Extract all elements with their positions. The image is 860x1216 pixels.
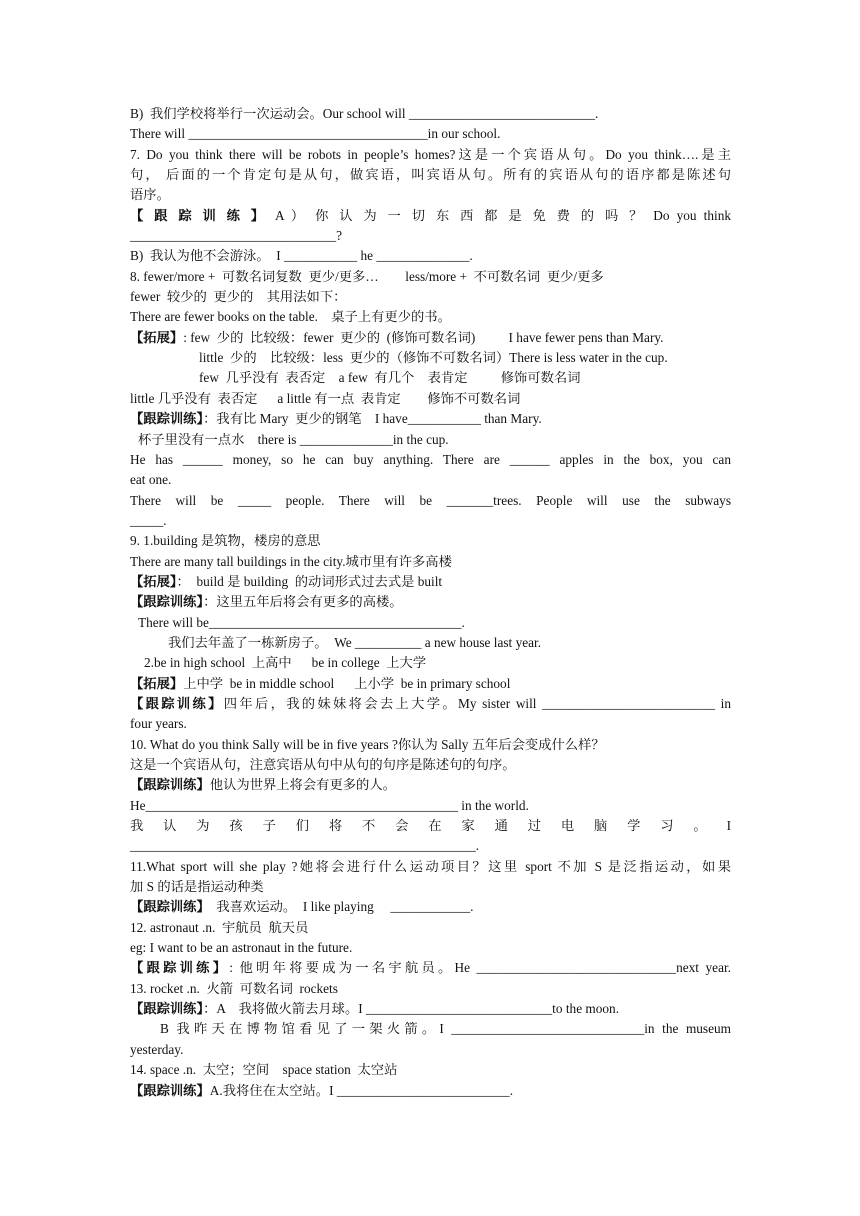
text-line: 我 认 为 孩 子 们 将 不 会 在 家 通 过 电 脑 学 习 。 I [130,818,731,834]
section-tag: 【跟踪训练】 [130,594,204,610]
text-line: 【跟踪训练】四年后，我的妹妹将会去上大学。My sister will __________________________ in [130,695,731,711]
text-line: 【跟踪训练】A.我将住在太空站。I __________________________. [130,1082,514,1098]
text-line: 13. rocket .n. 火箭 可数名词 rockets [130,980,338,996]
text-line: 【拓展】: few 少的 比较级：fewer 更少的 (修饰可数名词) I have fewer pens than Mary. [130,329,664,345]
text-line: _______________________________? [130,228,343,244]
section-tag: 【跟踪训练】 [130,695,224,711]
text-line: _____. [130,512,167,528]
text-line: 杯子里没有一点水 there is ______________in the cup. [138,431,449,447]
text-line: 这是一个宾语从句，注意宾语从句中从句的句序是陈述句的句序。 [130,757,516,772]
text-line: He_______________________________________________ in the world. [130,797,529,813]
text-line: 2.be in high school 上高中 be in college 上大学 [144,655,427,671]
section-tag: 【跟踪训练】 [130,960,230,976]
text-line: 10. What do you think Sally will be in five years ?你认为 Sally 五年后会变成什么样？ [130,736,605,752]
text-line: ____________________________________________________. [130,838,480,854]
text-line: There will be______________________________________. [138,614,465,630]
text-line: 加 S 的话是指运动种类 [130,879,264,895]
section-tag: 【跟踪训练】 [130,411,204,427]
text-line: B) 我们学校将举行一次运动会。Our school will ____________________________. [130,106,599,121]
text-line: four years. [130,716,187,732]
text-line: fewer 较少的 更少的 其用法如下： [130,289,347,305]
text-line: 11.What sport will she play ?她将会进行什么运动项目？这里 sport 不加 S 是泛指运动，如果 [130,858,731,874]
text-line: 【拓展】上中学 be in middle school 上小学 be in primary school [130,675,511,691]
text-line: 【跟踪训练】: 他明年将要成为一名宇航员。He ______________________________next year. [130,960,731,976]
text-line: There are many tall buildings in the city.城市里有许多高楼 [130,553,452,569]
text-line: 句， 后面的一个肯定句是从句，做宾语，叫宾语从句。所有的宾语从句的语序都是陈述句 [130,167,731,183]
section-tag: 【拓展】 [130,675,184,691]
section-tag: 【跟踪训练】 [130,1082,210,1098]
text-line: 【跟踪训练】：这里五年后将会有更多的高楼。 [130,594,403,610]
text-line: 【拓展】： build 是 building 的动词形式过去式是 built [130,573,443,589]
text-line: There will be _____ people. There will be _______trees. People will use the subways [130,492,731,508]
text-line: 【跟踪训练】：A 我将做火箭去月球。I ____________________________to the moon. [130,1001,620,1017]
section-tag: 【跟踪训练】 [130,777,210,793]
section-tag: 【拓展】 [130,573,177,589]
text-line: B) 我认为他不会游泳。 I ___________ he ______________. [130,248,473,264]
text-line: little 少的 比较级：less 更少的（修饰不可数名词）There is less water in the cup. [199,350,668,366]
section-tag: 【跟踪训练】 [130,899,210,915]
text-line: eat one. [130,472,172,488]
section-tag: 【拓展】 [130,329,184,345]
text-line: 我们去年盖了一栋新房子。 We __________ a new house last year. [168,634,542,650]
text-line: There are fewer books on the table. 桌子上有更少的书。 [130,309,451,325]
text-line: He has ______ money, so he can buy anything. There are ______ apples in the box, you can [130,451,731,467]
text-line: few 几乎没有 表否定 a few 有几个 表肯定 修饰可数名词 [199,370,581,386]
section-tag: 【跟踪训练】 [130,1001,204,1017]
text-line: 7. Do you think there will be robots in people’s homes?这是一个宾语从句。Do you think….是主 [130,146,731,162]
text-line: eg: I want to be an astronaut in the future. [130,940,353,956]
text-line: 【 跟 踪 训 练 】 A ） 你 认 为 一 切 东 西 都 是 免 费 的 吗 ？ Do you think [130,207,731,223]
text-line: little 几乎没有 表否定 a little 有一点 表肯定 修饰不可数名词 [130,390,521,406]
text-line: yesterday. [130,1041,184,1057]
text-line: 【跟踪训练】：我有比 Mary 更少的钢笔 I have___________ than Mary. [130,411,542,427]
document-page [130,104,731,1101]
text-line: 【跟踪训练】他认为世界上将会有更多的人。 [130,777,396,793]
text-line: B 我昨天在博物馆看见了一架火箭。I _____________________________in the museum [160,1021,731,1037]
text-line: 14. space .n. 太空；空间 space station 太空站 [130,1062,398,1078]
text-line: 12. astronaut .n. 宇航员 航天员 [130,919,309,935]
section-tag: 【 跟 踪 训 练 】 [130,207,268,223]
text-line: 8. fewer/more + 可数名词复数 更少/更多… less/more + 不可数名词 更少/更多 [130,268,604,284]
text-line: 语序。 [130,187,170,203]
text-line: There will ____________________________________in our school. [130,126,501,142]
text-line: 9. 1.building 是筑物，楼房的意思 [130,533,321,549]
text-line: 【跟踪训练】 我喜欢运动。 I like playing ____________. [130,899,474,915]
